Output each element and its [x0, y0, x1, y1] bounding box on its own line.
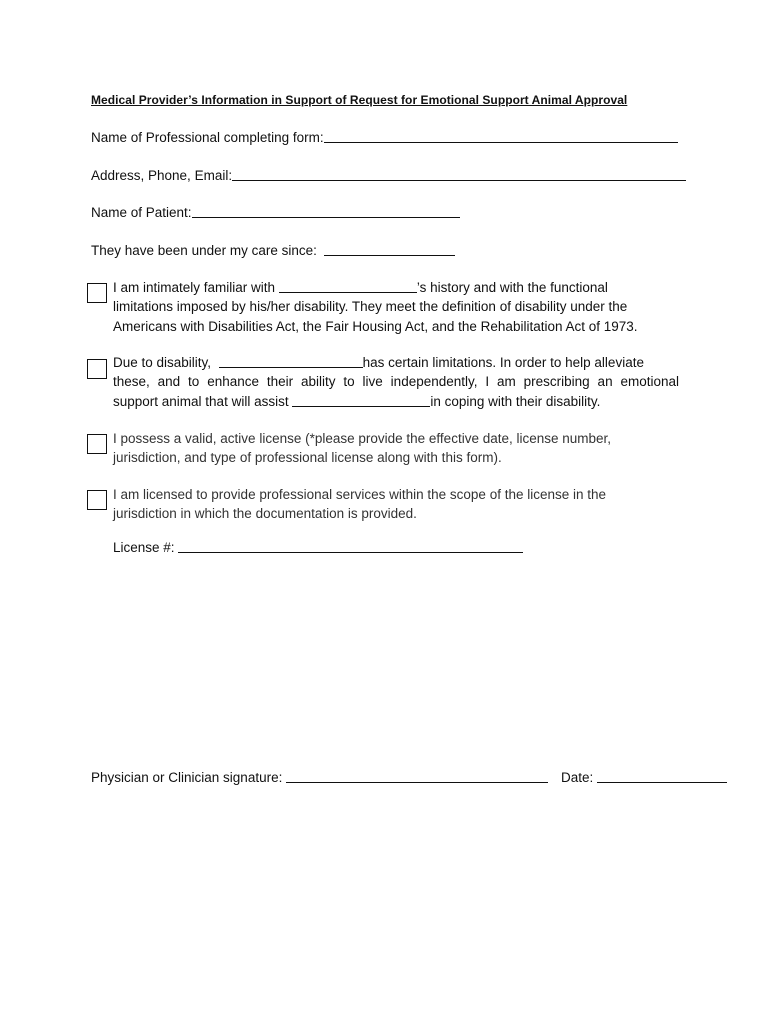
professional-name-row	[91, 128, 678, 147]
license-number-field[interactable]	[178, 539, 523, 553]
date-field[interactable]	[597, 769, 727, 783]
familiarity-line-3: Americans with Disabilities Act, the Fair Housing Act, and the Rehabilitation Act of 1973.	[113, 318, 638, 334]
patient-name-field[interactable]	[192, 204, 460, 218]
prescription-checkbox[interactable]	[87, 359, 107, 379]
patient-name-inline-field[interactable]	[279, 279, 417, 293]
license-valid-line-1: I possess a valid, active license (*please provide the effective date, license number,	[113, 431, 612, 446]
signature-label: Physician or Clinician signature:	[91, 770, 283, 785]
licensed-scope-statement	[113, 485, 679, 524]
license-valid-checkbox[interactable]	[87, 434, 107, 454]
form-title: Medical Provider’s Information in Support of Request for Emotional Support Animal Approval	[91, 93, 628, 107]
date-label: Date:	[561, 770, 594, 785]
prescription-line-3: support animal that will assist in coping with their disability.	[113, 393, 601, 409]
familiarity-line-1: I am intimately familiar with ’s history and with the functional	[113, 280, 608, 295]
professional-name-label: Name of Professional completing form:	[91, 130, 324, 145]
license-valid-statement	[113, 429, 679, 468]
prescription-line-1: Due to disability, has certain limitations. In order to help alleviate	[113, 355, 644, 370]
prescription-line-2: these, and to enhance their ability to live independently, I am prescribing an emotional	[113, 374, 679, 390]
familiarity-checkbox[interactable]	[87, 283, 107, 303]
patient-name-label: Name of Patient:	[91, 205, 192, 220]
patient-inline-field-2[interactable]	[219, 354, 363, 368]
signature-field[interactable]	[286, 769, 548, 783]
date-row	[561, 768, 727, 787]
address-row	[91, 166, 686, 185]
prescription-statement	[113, 353, 679, 411]
signature-row	[91, 768, 548, 787]
professional-name-field[interactable]	[324, 129, 678, 143]
familiarity-line-2: limitations imposed by his/her disability. They meet the definition of disability under the	[113, 299, 628, 315]
license-valid-line-2: jurisdiction, and type of professional license along with this form).	[113, 450, 502, 466]
licensed-scope-line-2: jurisdiction in which the documentation is provided.	[113, 506, 417, 522]
address-label: Address, Phone, Email:	[91, 168, 233, 183]
patient-inline-field-3[interactable]	[292, 393, 430, 407]
address-field[interactable]	[232, 167, 686, 181]
care-since-field[interactable]	[324, 242, 455, 256]
care-since-row	[91, 241, 455, 260]
care-since-label: They have been under my care since:	[91, 243, 317, 258]
licensed-scope-line-1: I am licensed to provide professional services within the scope of the license in the	[113, 487, 607, 502]
license-number-row	[113, 538, 523, 557]
familiarity-statement	[113, 278, 679, 336]
patient-name-row	[91, 203, 460, 222]
license-number-label: License #:	[113, 540, 175, 555]
licensed-scope-checkbox[interactable]	[87, 490, 107, 510]
